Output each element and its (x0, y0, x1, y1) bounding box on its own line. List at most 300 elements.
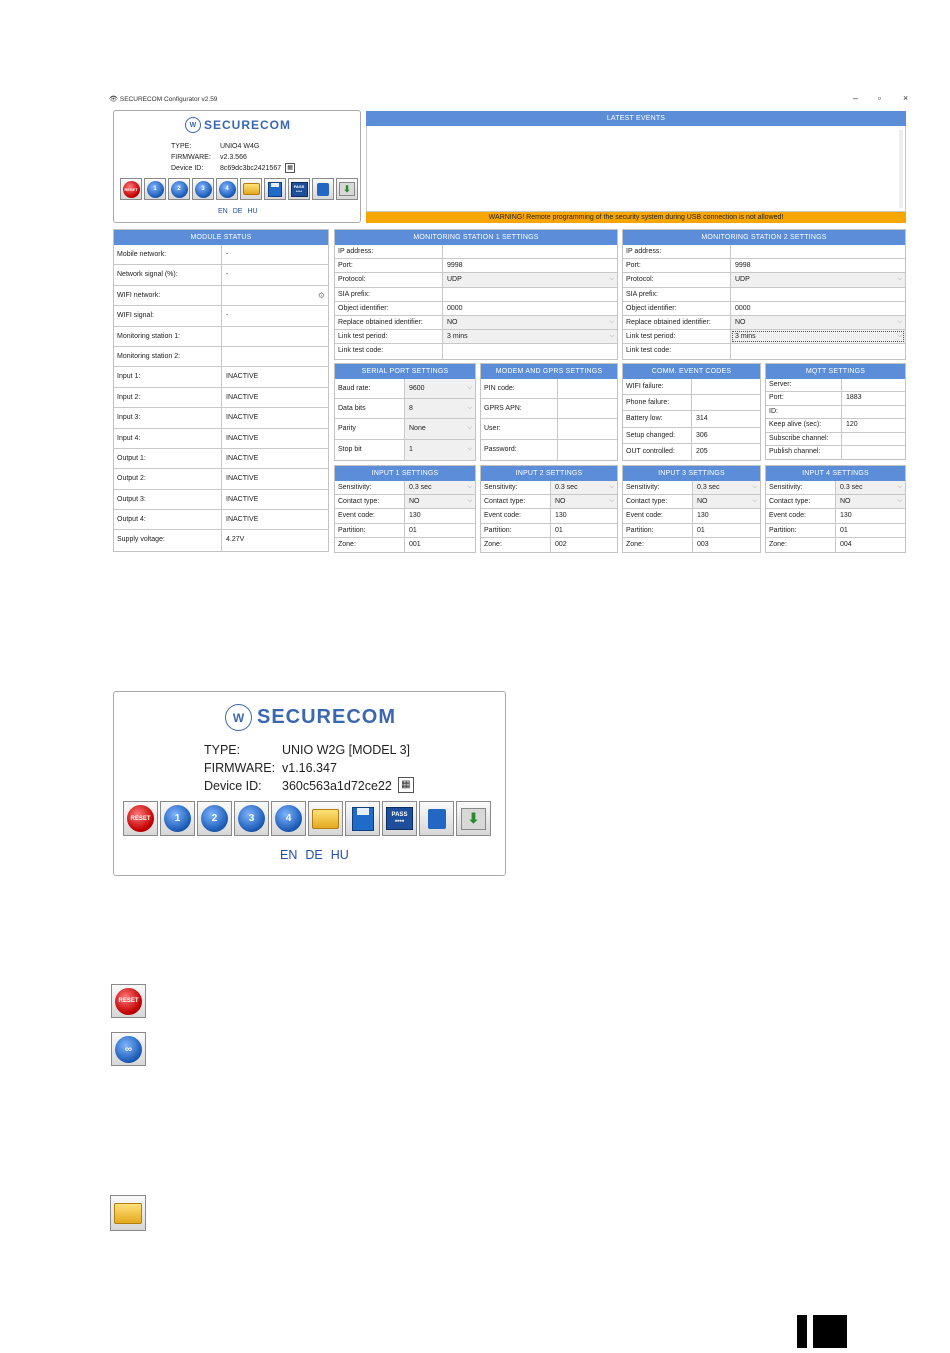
in2-row-select[interactable]: 0.3 sec ⌵ (551, 481, 617, 494)
module_status-row-label: Supply voltage: (114, 530, 222, 550)
module_status-row-input: INACTIVE (226, 454, 259, 462)
input-4-button-large[interactable] (271, 801, 306, 836)
mqtt-row-input[interactable]: 1883 (846, 394, 862, 402)
ms1-row-select[interactable]: UDP ⌵ (443, 273, 617, 286)
comm-row-label: WIFI failure: (623, 379, 692, 394)
ms1-row-select[interactable]: 3 mins ⌵ (443, 330, 617, 343)
latest-events-header: LATEST EVENTS (366, 111, 906, 126)
comm-row-label: Phone failure: (623, 395, 692, 410)
ms1-row (335, 344, 617, 358)
in3-row (623, 538, 760, 552)
module-status-panel (113, 229, 329, 552)
ms1-row (335, 330, 617, 344)
modem-row-label: GPRS APN: (481, 399, 558, 418)
serial-port-header: SERIAL PORT SETTINGS (335, 364, 475, 379)
ms1-row-label: Port: (335, 259, 443, 272)
lang-hu-link[interactable]: HU (247, 208, 258, 215)
reset-icon-large: RESET (127, 805, 154, 832)
module_status-row (114, 347, 328, 367)
in1-row (335, 509, 475, 523)
comm-row (623, 411, 760, 427)
module_status-row-input (222, 347, 328, 366)
serial-row (335, 419, 475, 439)
in3-row-label: Partition: (623, 524, 693, 537)
serial-row-label: Data bits (335, 399, 405, 418)
module_status-row-label: WIFI signal: (114, 306, 222, 325)
module_status-row-label: Input 2: (114, 388, 222, 407)
in1-row (335, 481, 475, 495)
folder-icon-large (312, 809, 339, 829)
ms1-row-label: Link test code: (335, 344, 443, 358)
in2-row-input[interactable]: 002 (555, 540, 567, 548)
monitoring-station-1-panel (334, 229, 618, 360)
save-button[interactable] (264, 178, 286, 200)
monitoring-station-1-header: MONITORING STATION 1 SETTINGS (335, 230, 617, 245)
mqtt-row-input[interactable] (842, 433, 905, 445)
serial-row-select[interactable]: 9600 ⌵ (405, 379, 475, 398)
password-button[interactable] (288, 178, 310, 200)
input-2-icon-large: 2 (201, 805, 228, 832)
module_status-row (114, 469, 328, 489)
comm-row-input[interactable]: 205 (696, 447, 708, 455)
module_status-row (114, 449, 328, 469)
reset-icon-sample: RESET (115, 988, 142, 1015)
in3-row (623, 495, 760, 509)
ms2-row-label: Protocol: (623, 273, 731, 286)
comm-row-label: Battery low: (623, 411, 692, 426)
open-button-sample[interactable] (110, 1195, 146, 1231)
minimize-button[interactable]: – (853, 93, 859, 103)
ms2-row-label: IP address: (623, 245, 731, 258)
ms1-row-input[interactable]: 9998 (447, 262, 463, 270)
input-button-sample[interactable] (111, 1032, 146, 1066)
module_status-row-label: Monitoring station 1: (114, 327, 222, 346)
ms1-row-label: Link test period: (335, 330, 443, 343)
in2-row-label: Event code: (481, 509, 551, 522)
input-2-button-large[interactable] (197, 801, 232, 836)
modem-row-label: PIN code: (481, 379, 558, 398)
mqtt-row-label: Keep alive (sec): (766, 419, 842, 431)
ms1-row-label: SIA prefix: (335, 288, 443, 301)
serial-port-panel (334, 363, 476, 461)
type-label: TYPE: (171, 143, 192, 150)
mqtt-row-input[interactable]: 120 (846, 421, 858, 429)
in2-row-input[interactable]: 01 (555, 526, 563, 534)
ms2-row (623, 288, 905, 302)
serial-row-label: Parity (335, 419, 405, 438)
securecom-logo-icon: W (185, 117, 201, 133)
input-1-button[interactable] (144, 178, 166, 200)
ms1-row-input[interactable]: 0000 (447, 304, 463, 312)
modem-gprs-header: MODEM AND GPRS SETTINGS (481, 364, 617, 379)
in4-row (766, 509, 905, 523)
download-icon: ⬇ (339, 182, 355, 196)
in1-row-label: Event code: (335, 509, 405, 522)
in2-row (481, 538, 617, 552)
modem-row-input[interactable] (558, 419, 617, 438)
latest-events-panel (366, 111, 906, 223)
in4-row-input[interactable]: 130 (840, 512, 852, 520)
input-4-icon-large: 4 (275, 805, 302, 832)
ms2-row-select[interactable]: NO ⌵ (731, 316, 905, 329)
in3-row-input[interactable]: 003 (697, 540, 709, 548)
comm-row (623, 444, 760, 460)
ms1-row-input[interactable] (443, 288, 617, 301)
download-button[interactable] (336, 178, 358, 200)
comm-row (623, 428, 760, 444)
in4-row-label: Sensitivity: (766, 481, 836, 494)
in4-row (766, 524, 905, 538)
input-3-icon: 3 (195, 181, 212, 198)
in1-row-select[interactable]: NO ⌵ (405, 495, 475, 508)
in1-row-label: Zone: (335, 538, 405, 552)
ms2-row-input[interactable] (731, 288, 905, 301)
open-button[interactable] (240, 178, 262, 200)
password-button-large[interactable] (382, 801, 417, 836)
ms2-row-label: Link test code: (623, 344, 731, 358)
ms2-row-select[interactable]: UDP ⌵ (731, 273, 905, 286)
comm-row (623, 395, 760, 411)
comm-row-input[interactable] (692, 395, 760, 410)
mqtt-row (766, 406, 905, 419)
close-button[interactable]: × (903, 93, 909, 103)
in1-row-select[interactable]: 0.3 sec ⌵ (405, 481, 475, 494)
modem-row (481, 399, 617, 419)
module_status-row-label: Output 2: (114, 469, 222, 488)
ms2-row (623, 245, 905, 259)
ms2-row-label: Replace obtained identifier: (623, 316, 731, 329)
lock-button[interactable] (312, 178, 334, 200)
ms2-row-input[interactable] (731, 245, 905, 258)
module_status-row-input: INACTIVE (226, 475, 259, 483)
mqtt-panel (765, 363, 906, 460)
mqtt-header: MQTT SETTINGS (766, 364, 905, 379)
page-marker-left (797, 1315, 807, 1348)
reset-button[interactable] (120, 178, 142, 200)
in3-row-input[interactable]: 01 (697, 526, 705, 534)
maximize-button[interactable]: ▫ (878, 93, 882, 103)
module_status-row-input: INACTIVE (226, 373, 259, 381)
ms2-row-label: Object identifier: (623, 302, 731, 315)
input-4-icon: 4 (219, 181, 236, 198)
module_status-row-label: Mobile network: (114, 245, 222, 264)
firmware-label-large: FIRMWARE: (204, 761, 276, 775)
language-switcher (218, 208, 258, 215)
in1-row (335, 495, 475, 509)
in4-row-input[interactable]: 01 (840, 526, 848, 534)
in2-row-label: Partition: (481, 524, 551, 537)
module_status-row-input: INACTIVE (226, 393, 259, 401)
window-title: 👁 SECURECOM Configurator v2.59 (109, 96, 218, 103)
in1-row-input[interactable]: 130 (409, 512, 421, 520)
mqtt-row-input[interactable] (842, 446, 905, 459)
in2-row-input[interactable]: 130 (555, 512, 567, 520)
device-info-panel-large (113, 691, 506, 876)
in1-row-label: Sensitivity: (335, 481, 405, 494)
ms1-row (335, 288, 617, 302)
mqtt-row-label: ID: (766, 406, 842, 418)
securecom-logo-large: W SECURECOM (114, 704, 507, 731)
password-icon-large: PASS **** (386, 807, 413, 830)
securecom-logo: W SECURECOM (114, 117, 362, 133)
module_status-row-label: Input 4: (114, 429, 222, 448)
mqtt-row-label: Publish channel: (766, 446, 842, 459)
ms1-row-label: IP address: (335, 245, 443, 258)
input-1-button-large[interactable] (160, 801, 195, 836)
in2-row-label: Sensitivity: (481, 481, 551, 494)
mqtt-row-label: Subscribe channel: (766, 433, 842, 445)
in1-row-label: Contact type: (335, 495, 405, 508)
qr-code-icon[interactable]: ▦ (285, 163, 295, 173)
in4-row-select[interactable]: 0.3 sec ⌵ (836, 481, 905, 494)
ms1-row (335, 259, 617, 273)
in1-row-label: Partition: (335, 524, 405, 537)
in2-row-label: Zone: (481, 538, 551, 552)
ms2-row-select[interactable]: 3 mins ⌵ (731, 330, 905, 343)
comm-row-input[interactable] (692, 379, 760, 394)
reset-icon: RESET (123, 181, 140, 198)
module_status-row (114, 429, 328, 449)
comm-row-input[interactable]: 314 (696, 415, 708, 423)
ms2-row-label: Link test period: (623, 330, 731, 343)
ms1-row (335, 302, 617, 316)
input-icon-sample: ∞ (115, 1036, 142, 1063)
in3-row-label: Zone: (623, 538, 693, 552)
in2-row (481, 481, 617, 495)
save-button-large[interactable] (345, 801, 380, 836)
input-4-button[interactable] (216, 178, 238, 200)
serial-row-select[interactable]: 1 ⌵ (405, 440, 475, 460)
in3-row (623, 481, 760, 495)
toolbar (120, 178, 358, 200)
ms2-row (623, 344, 905, 358)
firmware-value: v2.3.566 (220, 154, 247, 161)
serial-row (335, 379, 475, 399)
in3-row (623, 524, 760, 538)
lang-en-link[interactable]: EN (218, 208, 228, 215)
in3-row-input[interactable]: 130 (697, 512, 709, 520)
open-button-large[interactable] (308, 801, 343, 836)
ms2-row-input[interactable] (731, 344, 905, 358)
mqtt-row-input[interactable] (842, 379, 905, 391)
ms1-row-label: Replace obtained identifier: (335, 316, 443, 329)
mqtt-row-label: Port: (766, 392, 842, 404)
ms2-row-label: SIA prefix: (623, 288, 731, 301)
lock-icon-large (428, 809, 446, 829)
floppy-disk-icon-large (352, 807, 374, 831)
device-info-panel (113, 110, 361, 223)
type-label-large: TYPE: (204, 743, 241, 757)
events-list[interactable] (366, 126, 906, 212)
serial-row (335, 440, 475, 460)
modem-row-label: User: (481, 419, 558, 438)
in3-row-label: Sensitivity: (623, 481, 693, 494)
input-2-settings-header: INPUT 2 SETTINGS (481, 466, 617, 481)
device-id-label: Device ID: (171, 165, 204, 172)
module_status-row-input: INACTIVE (226, 495, 259, 503)
in2-row (481, 495, 617, 509)
ms2-row (623, 316, 905, 330)
module_status-row (114, 530, 328, 550)
reset-button-large[interactable] (123, 801, 158, 836)
in4-row-label: Event code: (766, 509, 836, 522)
ms2-row (623, 273, 905, 287)
in1-row (335, 524, 475, 538)
module_status-row-label: Input 1: (114, 367, 222, 386)
module_status-row-input: - (226, 271, 229, 279)
in3-row-label: Event code: (623, 509, 693, 522)
lang-hu-link-large[interactable]: HU (330, 848, 349, 862)
ms2-row (623, 259, 905, 273)
module_status-row-input: - (226, 312, 229, 320)
in4-row-label: Partition: (766, 524, 836, 537)
modem-row-input[interactable] (558, 440, 617, 460)
wifi-settings-icon[interactable]: ⚙ (317, 290, 325, 300)
mqtt-row-label: Server: (766, 379, 842, 391)
module_status-row (114, 367, 328, 387)
comm-row (623, 379, 760, 395)
serial-row (335, 399, 475, 419)
device-id-label-large: Device ID: (204, 779, 262, 793)
in2-row-label: Contact type: (481, 495, 551, 508)
ms1-row-input[interactable] (443, 344, 617, 358)
device-id-value: 8c69dc3bc2421567 (220, 165, 282, 172)
firmware-label: FIRMWARE: (171, 154, 211, 161)
module_status-row (114, 408, 328, 428)
modem-row (481, 419, 617, 439)
module_status-row (114, 245, 328, 265)
in4-row-select[interactable]: NO ⌵ (836, 495, 905, 508)
type-value-large: UNIO W2G [MODEL 3] (282, 743, 411, 757)
download-icon-large: ⬇ (461, 808, 486, 830)
monitoring-station-2-header: MONITORING STATION 2 SETTINGS (623, 230, 905, 245)
lock-icon (317, 183, 329, 196)
module_status-row-input: 4.27V (226, 536, 245, 544)
type-value: UNIO4 W4G (220, 143, 260, 150)
modem-row (481, 440, 617, 460)
module_status-row-label: Output 1: (114, 449, 222, 468)
in4-row-label: Contact type: (766, 495, 836, 508)
module_status-row-input: INACTIVE (226, 516, 259, 524)
ms1-row-label: Protocol: (335, 273, 443, 286)
module_status-row-input (222, 286, 328, 305)
input-3-button[interactable] (192, 178, 214, 200)
module_status-row (114, 286, 328, 306)
in3-row (623, 509, 760, 523)
module_status-row-input: INACTIVE (226, 414, 259, 422)
in3-row-select[interactable]: NO ⌵ (693, 495, 760, 508)
in3-row-label: Contact type: (623, 495, 693, 508)
lang-de-link[interactable]: DE (232, 208, 243, 215)
comm-event-codes-header: COMM. EVENT CODES (623, 364, 760, 379)
input-2-icon: 2 (171, 181, 188, 198)
in4-row (766, 538, 905, 552)
folder-icon-sample (114, 1203, 142, 1224)
module_status-row-label: Monitoring station 2: (114, 347, 222, 366)
toolbar-large (123, 801, 491, 836)
ms2-row-input[interactable]: 0000 (735, 304, 751, 312)
floppy-disk-icon (268, 182, 282, 197)
comm-row-label: OUT controlled: (623, 444, 692, 460)
ms1-row-input[interactable] (443, 245, 617, 258)
in2-row-select[interactable]: NO ⌵ (551, 495, 617, 508)
modem-row (481, 379, 617, 399)
ms1-row (335, 273, 617, 287)
module_status-row-label: Network signal (%): (114, 265, 222, 284)
input-3-settings-header: INPUT 3 SETTINGS (623, 466, 760, 481)
serial-row-label: Baud rate: (335, 379, 405, 398)
events-scrollbar[interactable] (899, 130, 903, 208)
mqtt-row (766, 446, 905, 459)
module-status-header: MODULE STATUS (114, 230, 328, 245)
serial-row-label: Stop bit (335, 440, 405, 460)
lang-de-link-large[interactable]: DE (305, 848, 323, 862)
input-4-settings-panel (765, 465, 906, 553)
mqtt-row-input[interactable] (842, 406, 905, 418)
ms2-row (623, 330, 905, 344)
modem-row-input[interactable] (558, 379, 617, 398)
securecom-logo-large-icon: W (225, 704, 252, 731)
ms2-row-input[interactable]: 9998 (735, 262, 751, 270)
in2-row (481, 509, 617, 523)
module_status-row (114, 327, 328, 347)
module_status-row (114, 510, 328, 530)
input-3-icon-large: 3 (238, 805, 265, 832)
in1-row-input[interactable]: 01 (409, 526, 417, 534)
module_status-row-input: INACTIVE (226, 434, 259, 442)
module_status-row-label: Output 4: (114, 510, 222, 529)
module_status-row (114, 306, 328, 326)
module_status-row-input: - (226, 251, 229, 258)
ms1-row-select[interactable]: NO ⌵ (443, 316, 617, 329)
mqtt-row (766, 419, 905, 432)
modem-row-input[interactable] (558, 399, 617, 418)
input-4-settings-header: INPUT 4 SETTINGS (766, 466, 905, 481)
serial-row-select[interactable]: None ⌵ (405, 419, 475, 438)
serial-row-select[interactable]: 8 ⌵ (405, 399, 475, 418)
in3-row-select[interactable]: 0.3 sec ⌵ (693, 481, 760, 494)
in2-row (481, 524, 617, 538)
in4-row (766, 481, 905, 495)
module_status-row-label: WIFI network: (114, 286, 222, 305)
monitoring-station-2-panel (622, 229, 906, 360)
input-1-settings-header: INPUT 1 SETTINGS (335, 466, 475, 481)
in4-row-input[interactable]: 004 (840, 540, 852, 548)
input-2-button[interactable] (168, 178, 190, 200)
download-button-large[interactable] (456, 801, 491, 836)
module_status-row (114, 265, 328, 285)
device-id-value-large: 360c563a1d72ce22 (282, 779, 392, 793)
modem-row-label: Password: (481, 440, 558, 460)
qr-code-icon-large[interactable]: ▦ (398, 777, 414, 793)
module_status-row-input (222, 327, 328, 346)
module_status-row-label: Output 3: (114, 490, 222, 509)
lang-en-link-large[interactable]: EN (280, 848, 298, 862)
ms1-row-label: Object identifier: (335, 302, 443, 315)
comm-row-input[interactable]: 306 (696, 431, 708, 439)
module_status-row-label: Input 3: (114, 408, 222, 427)
ms1-row (335, 245, 617, 259)
input-3-settings-panel (622, 465, 761, 553)
mqtt-row (766, 392, 905, 405)
input-3-button-large[interactable] (234, 801, 269, 836)
input-1-icon: 1 (147, 181, 164, 198)
page-marker-right (813, 1315, 847, 1348)
lock-button-large[interactable] (419, 801, 454, 836)
reset-button-sample[interactable] (111, 984, 146, 1018)
in1-row-input[interactable]: 001 (409, 540, 421, 548)
password-icon: PASS **** (291, 182, 308, 197)
